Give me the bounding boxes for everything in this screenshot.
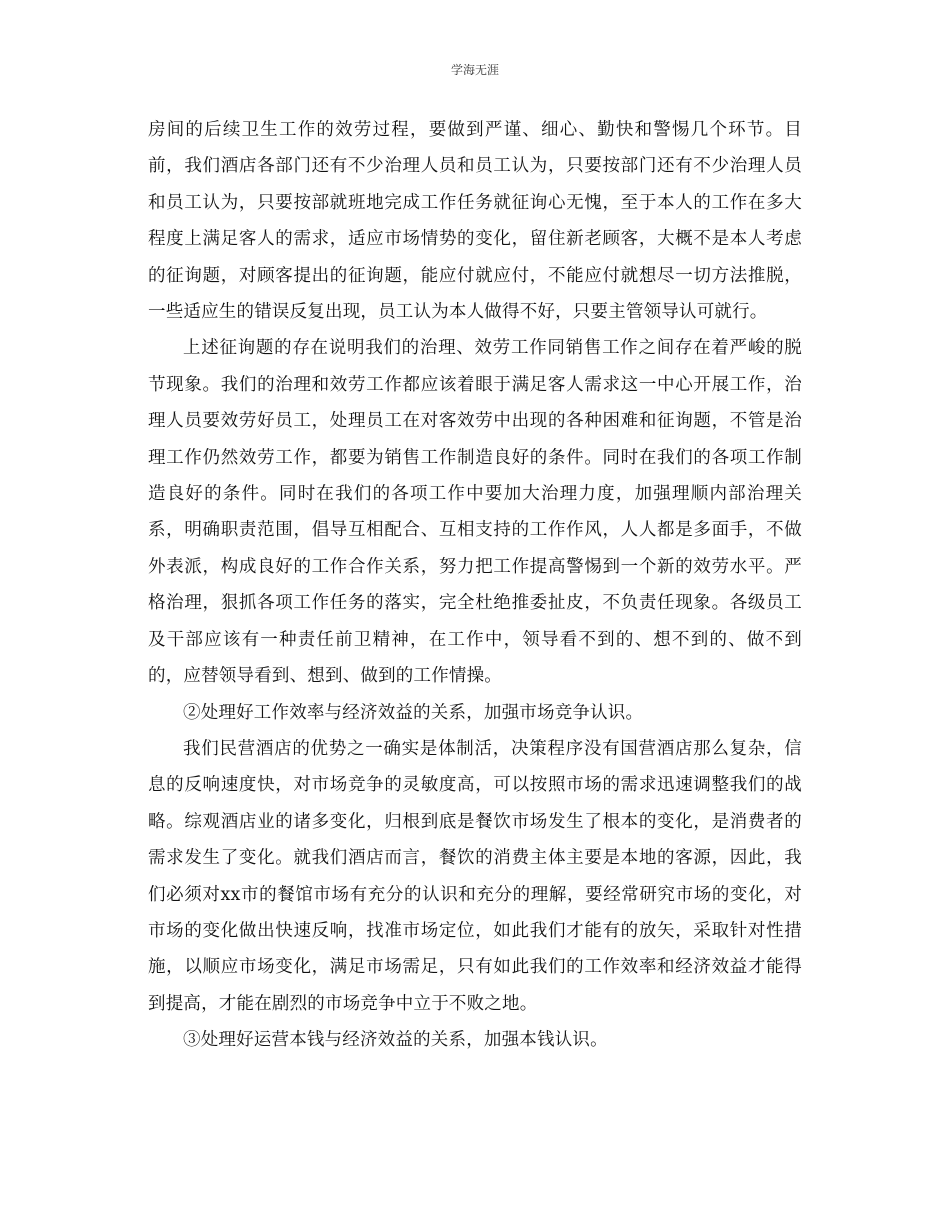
section-heading-3: ③处理好运营本钱与经济效益的关系，加强本钱认识。 — [183, 1030, 608, 1051]
section-heading-2: ②处理好工作效率与经济效益的关系，加强市场竞争认识。 — [183, 702, 644, 723]
paragraph-1: 房间的后续卫生工作的效劳过程，要做到严谨、细心、勤快和警惕几个环节。目前，我们酒店各部门还有不少治理人员和员工认为，只要按部门还有不少治理人员和员工认为，只要按部就班地完成工作任务就征询心无愧，至于本人的工作在多大程度上满足客人的需求，适应市场情势的变化，留住新老顾客，大概不是本人考虑的征询题，对顾客提出的征询题，能应付就应付，不能应付就想尽一切方法推脱，一些适应生的错误反复出现，员工认为本人做得不好，只要主管领导认可就行。 — [148, 120, 802, 323]
paragraph-3: 我们民营酒店的优势之一确实是体制活，决策程序没有国营酒店那么复杂，信息的反响速度快，对市场竞争的灵敏度高，可以按照市场的需求迅速调整我们的战略。综观酒店业的诸多变化，归根到底是餐饮市场发生了根本的变化，是消费者的需求发生了变化。就我们酒店而言，餐饮的消费主体主要是本地的客源，因此，我们必须对xx市的餐馆市场有充分的认识和充分的理解，要经常研究市场的变化，对市场的变化做出快速反响，找准市场定位，如此我们才能有的放矢，采取针对性措施，以顺应市场变化，满足市场需足，只有如此我们的工作效率和经济效益才能得到提高，才能在剧烈的市场竞争中立于不败之地。 — [148, 738, 802, 1014]
paragraph-2: 上述征询题的存在说明我们的治理、效劳工作同销售工作之间存在着严峻的脱节现象。我们的治理和效劳工作都应该着眼于满足客人需求这一中心开展工作，治理人员要效劳好员工，处理员工在对客效劳中出现的各种困难和征询题，不管是治理工作仍然效劳工作，都要为销售工作制造良好的条件。同时在我们的各项工作制造良好的条件。同时在我们的各项工作中要加大治理力度，加强理顺内部治理关系，明确职责范围，倡导互相配合、互相支持的工作作风，人人都是多面手，不做外表派，构成良好的工作合作关系，努力把工作提高警惕到一个新的效劳水平。严格治理，狠抓各项工作任务的落实，完全杜绝推委扯皮，不负责任现象。各级员工及干部应该有一种责任前卫精神，在工作中，领导看不到的、想不到的、做不到的，应替领导看到、想到、做到的工作情操。 — [148, 338, 802, 687]
document-body — [148, 112, 802, 1059]
running-header: 学海无涯 — [450, 63, 499, 77]
